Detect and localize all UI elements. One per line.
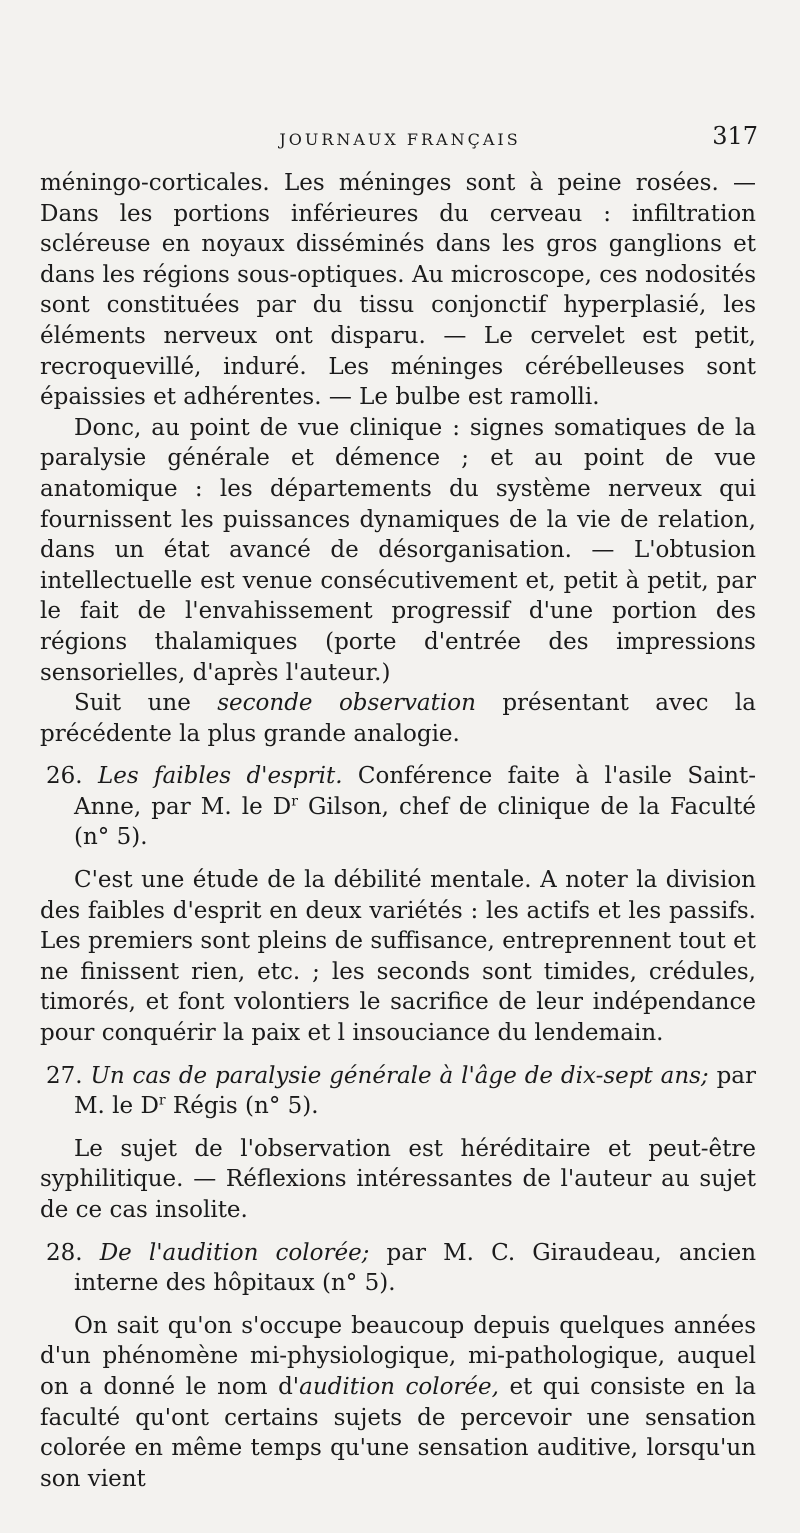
paragraph-summary: Donc, au point de vue clinique : signes somatiques de la paralysie générale et démence ; et au point de vue anatomique : les départements du système nerveux qui fournissent les puissances dynamiques de la vie de relation, dans un état avancé de désorganisation. — L'obtusion intellectuelle est venue consécutivement et, petit à petit, par le fait de l'envahissement progressif d'une portion des régions thalamiques (porte d'entrée des impressions sensorielles, d'après l'auteur.) xyxy=(40,414,756,686)
page-number: 317 xyxy=(712,122,758,150)
running-head: JOURNAUX FRANÇAIS xyxy=(279,130,521,149)
entry-number: 26. xyxy=(46,763,98,790)
text-run: On sait qu'on s'occupe beaucoup depuis quelques années d'un phénomène mi-physiologique, mi-pathologique, auquel on a donné le nom d' xyxy=(40,1312,756,1400)
superscript: r xyxy=(158,1092,166,1109)
text-run: présentant avec la précédente la plus grande analogie. xyxy=(40,690,756,747)
body-text xyxy=(40,168,756,1494)
paragraph-entry-28 xyxy=(40,1311,756,1495)
entry-number: 27. xyxy=(46,1062,91,1089)
paragraph-entry-27: Le sujet de l'observation est héréditaire et peut-être syphilitique. — Réflexions intéressantes de l'auteur au sujet de ce cas insolite. xyxy=(40,1135,756,1223)
entry-26 xyxy=(40,761,756,853)
paragraph-entry-26: C'est une étude de la débilité mentale. A noter la division des faibles d'esprit en deux variétés : les actifs et les passifs. Les premiers sont pleins de suffisance, entreprennent tout et ne finissent rien, etc. ; les seconds sont timides, crédules, timorés, et font volontiers le sacrifice de leur indépendance pour conquérir la paix et l insouciance du lendemain. xyxy=(40,867,756,1047)
text-run: par M. le D xyxy=(74,1062,756,1120)
page-header xyxy=(40,118,760,158)
italic-run: seconde observation xyxy=(217,690,476,717)
entry-title: Les faibles d'esprit. xyxy=(97,763,343,790)
entry-28 xyxy=(40,1238,756,1299)
text-run: par M. C. Giraudeau, ancien interne des hôpitaux (n° 5). xyxy=(74,1239,757,1297)
text-run: et qui consiste en la faculté qu'ont certains sujets de percevoir une sensation colorée en même temps qu'une sensation auditive, lorsqu'un son vient xyxy=(40,1373,757,1492)
entry-title: De l'audition colorée; xyxy=(99,1239,370,1266)
text-run: Gilson, chef de clinique de la Faculté (n° 5). xyxy=(74,793,756,851)
italic-run: audition colorée, xyxy=(299,1373,499,1400)
paragraph-second-observation xyxy=(40,688,756,749)
paragraph-continued: méningo-corticales. Les méninges sont à peine rosées. — Dans les portions inférieures du cerveau : infiltration scléreuse en noyaux disséminés dans les gros ganglions et dans les régions sous-optiques. Au microscope, ces nodosités sont constituées par du tissu conjonctif hyperplasié, les éléments nerveux ont disparu. — Le cervelet est petit, recroquevillé, induré. Les méninges cérébelleuses sont épaissies et adhérentes. — Le bulbe est ramolli. xyxy=(40,170,756,411)
entry-title: Un cas de paralysie générale à l'âge de dix-sept ans; xyxy=(90,1062,709,1089)
text-run: Suit une xyxy=(74,690,218,717)
entry-27 xyxy=(40,1061,756,1122)
superscript: r xyxy=(291,793,298,810)
text-run: Régis (n° 5). xyxy=(165,1093,319,1120)
entry-number: 28. xyxy=(46,1239,100,1266)
text-run: Conférence faite à l'asile Saint-Anne, par M. le D xyxy=(74,763,756,820)
